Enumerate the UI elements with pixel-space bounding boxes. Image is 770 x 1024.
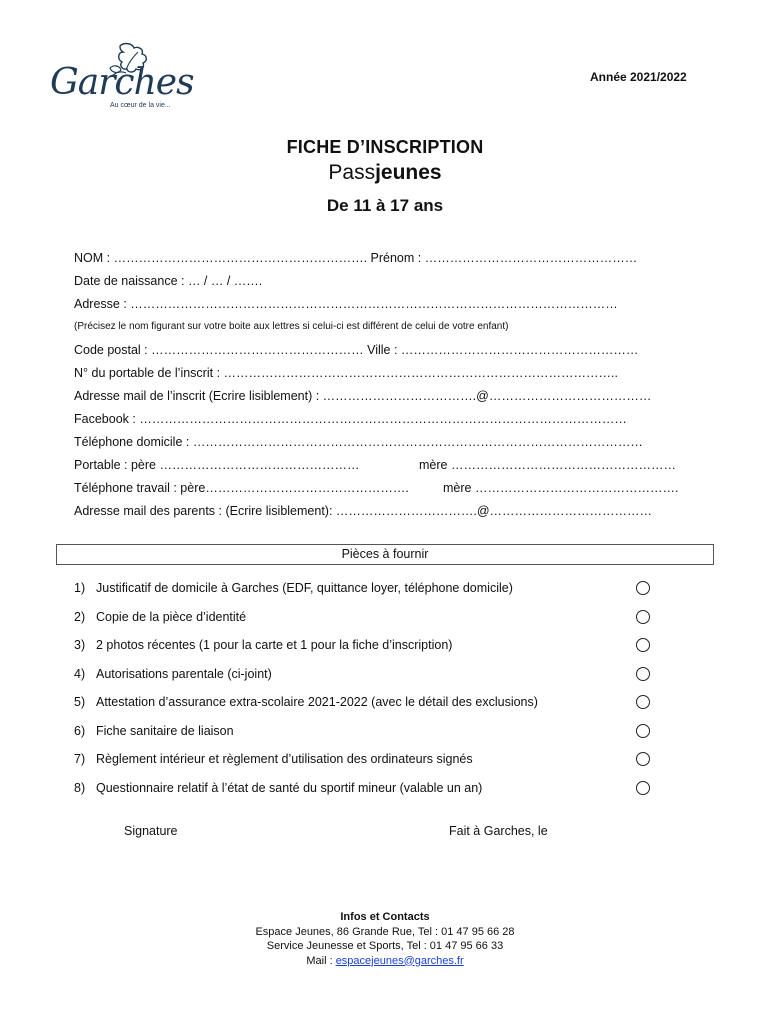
checkbox-circle-icon[interactable]: [636, 695, 650, 709]
field-date-naissance[interactable]: Date de naissance : … / … / …….: [74, 274, 263, 288]
checklist-item: [74, 666, 694, 682]
checklist-label: Règlement intérieur et règlement d’utilisation des ordinateurs signés: [96, 752, 473, 766]
espace-jeunes-line: Espace Jeunes, 86 Grande Rue, Tel : 01 47 95 66 28: [255, 925, 515, 938]
checkbox-circle-icon[interactable]: [636, 638, 650, 652]
field-adresse[interactable]: Adresse : ………………………………………………………………………………………………………: [74, 297, 618, 311]
field-travail-pere[interactable]: Téléphone travail : père………………………………………….: [74, 481, 409, 495]
mail-prefix: Mail :: [306, 954, 336, 967]
checklist-label: Questionnaire relatif à l’état de santé du sportif mineur (valable un an): [96, 780, 483, 795]
checklist-label: Fiche sanitaire de liaison: [96, 723, 234, 738]
field-mail-parents[interactable]: Adresse mail des parents : (Ecrire lisiblement): …………………………….@…………………………………: [74, 504, 653, 518]
field-facebook[interactable]: Facebook : ………………………………………………………………………………………………………: [74, 412, 627, 426]
checkbox-circle-icon[interactable]: [636, 724, 650, 738]
checklist-item: [74, 609, 694, 625]
checklist-item: [74, 637, 694, 653]
contact-info: [0, 910, 770, 968]
field-mail-inscrit[interactable]: Adresse mail de l’inscrit (Ecrire lisiblement) : ……………………………….@…………………………………: [74, 389, 652, 403]
checklist-label: Justificatif de domicile à Garches (EDF, quittance loyer, téléphone domicile): [96, 581, 513, 595]
school-year: Année 2021/2022: [590, 70, 687, 84]
field-portable-inscrit[interactable]: N° du portable de l’inscrit : …………………………………………………………………………………..: [74, 366, 618, 380]
checklist-item: [74, 580, 694, 596]
age-range: De 11 à 17 ans: [326, 196, 444, 215]
checklist-number: 3): [74, 638, 86, 652]
page-title: FICHE D’INSCRIPTION: [286, 137, 484, 157]
checkbox-circle-icon[interactable]: [636, 667, 650, 681]
checklist-label: 2 photos récentes (1 pour la carte et 1 pour la fiche d’inscription): [96, 638, 453, 652]
checklist-number: 2): [74, 609, 86, 624]
field-portable-parents: [74, 457, 714, 473]
infos-title: Infos et Contacts: [340, 911, 430, 923]
checklist-number: 4): [74, 666, 86, 681]
mail-line: [0, 954, 770, 969]
field-travail-mere[interactable]: mère ………………………………………….: [443, 481, 679, 495]
field-travail-parents: [74, 480, 714, 496]
checklist-label: Attestation d’assurance extra-scolaire 2021-2022 (avec le détail des exclusions): [96, 695, 538, 709]
pieces-header: Pièces à fournir: [56, 544, 714, 565]
checklist-number: 5): [74, 695, 86, 709]
checkbox-circle-icon[interactable]: [636, 610, 650, 624]
field-portable-pere[interactable]: Portable : père …………………………………………: [74, 458, 360, 472]
checklist-number: 1): [74, 581, 86, 595]
field-portable-mere[interactable]: mère ………………………………………………: [419, 458, 676, 472]
checkbox-circle-icon[interactable]: [636, 752, 650, 766]
adresse-note: (Précisez le nom figurant sur votre boite aux lettres si celui-ci est différent de celui de votre enfant): [74, 321, 509, 332]
field-tel-domicile[interactable]: Téléphone domicile : ………………………………………………………………………………………………: [74, 435, 643, 449]
subtitle-pass: Pass: [328, 161, 376, 184]
service-jeunesse-line: Service Jeunesse et Sports, Tel : 01 47 95 66 33: [266, 940, 504, 952]
fait-a-label: Fait à Garches, le: [449, 824, 548, 838]
checklist-label: Autorisations parentale (ci-joint): [96, 666, 272, 681]
logo-wordmark: Garches: [50, 62, 194, 103]
checklist-item: [74, 780, 694, 796]
field-code-postal-ville[interactable]: Code postal : …………………………………………… Ville : …………………………………………………: [74, 343, 639, 357]
checklist-item: [74, 723, 694, 739]
checkbox-circle-icon[interactable]: [636, 581, 650, 595]
checklist-number: 6): [74, 723, 86, 738]
garches-logo: [48, 40, 213, 120]
checklist-item: [74, 751, 694, 767]
logo-tagline: Au cœur de la vie...: [110, 102, 171, 109]
signature-label: Signature: [124, 824, 178, 838]
checklist-number: 8): [74, 780, 86, 795]
checkbox-circle-icon[interactable]: [636, 781, 650, 795]
page-subtitle: [0, 161, 770, 185]
email-link[interactable]: espacejeunes@garches.fr: [335, 954, 464, 967]
checklist-label: Copie de la pièce d’identité: [96, 609, 247, 624]
checklist-number: 7): [74, 752, 86, 766]
subtitle-jeunes: jeunes: [375, 161, 442, 184]
checklist-item: [74, 694, 694, 710]
field-nom-prenom[interactable]: NOM : ……………………………………………………. Prénom : ……………………………………………: [74, 251, 638, 265]
